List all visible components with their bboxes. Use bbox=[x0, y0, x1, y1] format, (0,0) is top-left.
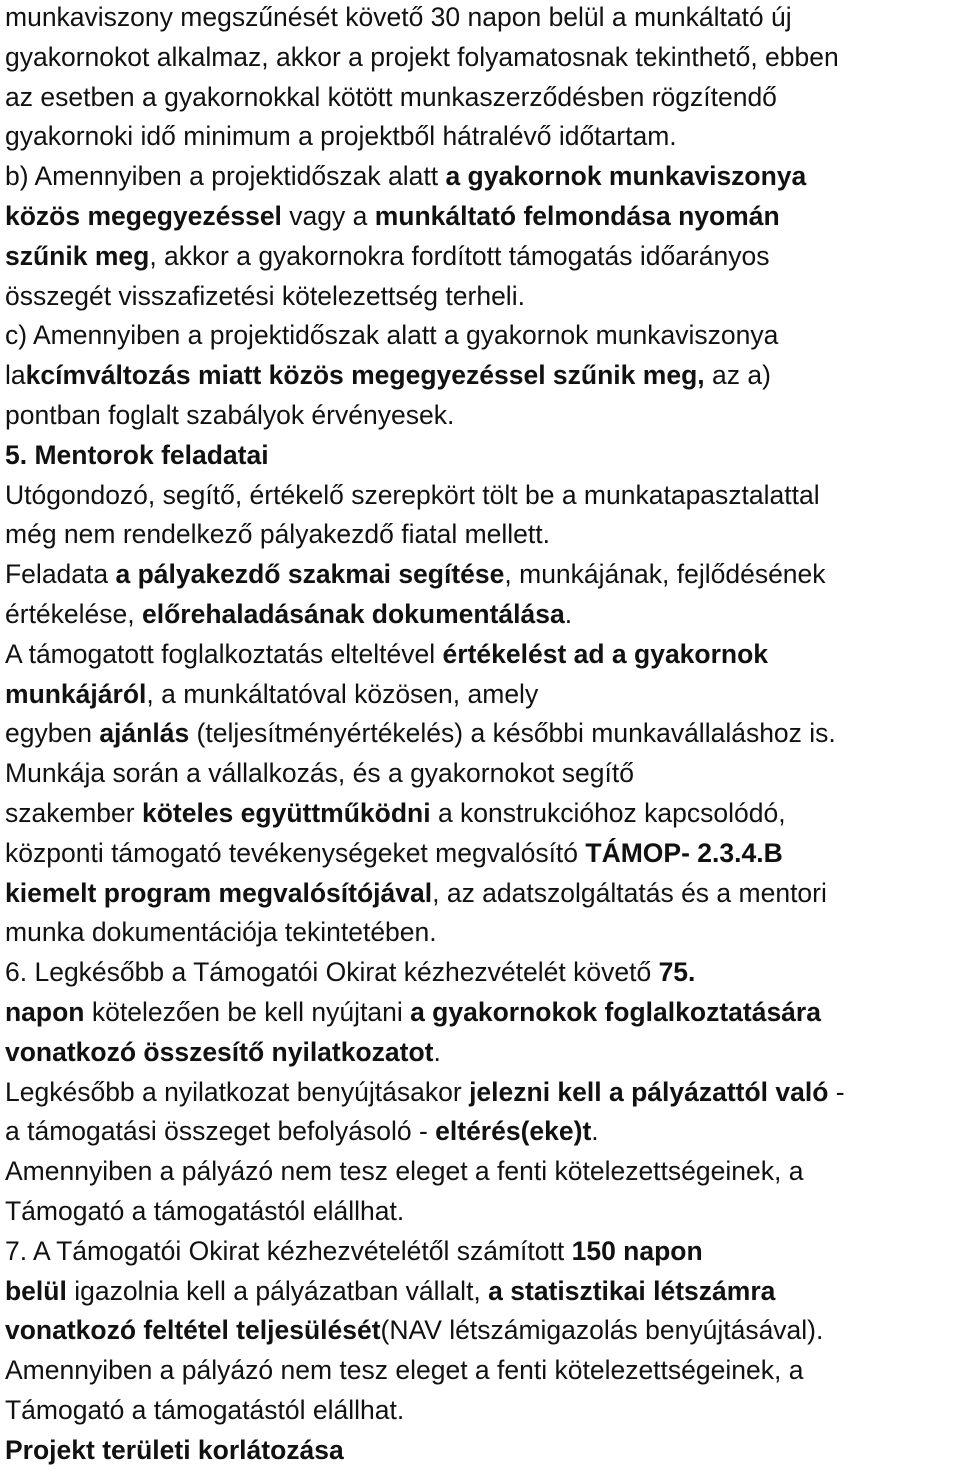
bold-text-run: 5. Mentorok feladatai bbox=[5, 439, 269, 470]
text-run: gyakornokot alkalmaz, akkor a projekt folyamatosnak tekinthető, ebben bbox=[5, 41, 839, 72]
bold-text-run: előrehaladásának dokumentálása bbox=[142, 598, 565, 629]
text-line bbox=[5, 476, 959, 516]
text-line bbox=[5, 1232, 959, 1272]
bold-text-run: a gyakornokok foglalkoztatására bbox=[410, 996, 821, 1027]
text-line bbox=[5, 316, 959, 356]
text-line bbox=[5, 675, 959, 715]
bold-text-run: kiemelt program megvalósítójával bbox=[5, 877, 433, 908]
text-line bbox=[5, 635, 959, 675]
text-run: az a) bbox=[704, 360, 771, 391]
text-line bbox=[5, 1351, 959, 1391]
text-run: , akkor a gyakornokra fordított támogatás időarányos bbox=[149, 240, 770, 271]
text-run: összegét visszafizetési kötelezettség terheli. bbox=[5, 280, 525, 311]
bold-text-run: a gyakornok munkaviszonya bbox=[445, 161, 807, 192]
text-run: a konstrukcióhoz kapcsolódó, bbox=[430, 797, 786, 828]
text-run: munkaviszony megszűnését követő 30 napon belül a munkáltató új bbox=[5, 2, 792, 32]
text-run: munka dokumentációja tekintetében. bbox=[5, 917, 437, 948]
bold-text-run: TÁMOP- 2.3.4.B bbox=[585, 837, 783, 868]
text-run: még nem rendelkező pályakezdő fiatal mellett. bbox=[5, 519, 551, 550]
text-line bbox=[5, 555, 959, 595]
text-line bbox=[5, 277, 959, 317]
text-line bbox=[5, 1073, 959, 1113]
text-run: - bbox=[828, 1076, 845, 1107]
text-run: 6. Legkésőbb a Támogatói Okirat kézhezvételét követő bbox=[5, 957, 659, 988]
text-run: Támogató a támogatástól elállhat. bbox=[5, 1195, 405, 1226]
text-line bbox=[5, 356, 959, 396]
bold-text-run: eltérés(eke)t bbox=[435, 1116, 592, 1147]
text-run: . bbox=[433, 1036, 441, 1067]
text-line bbox=[5, 78, 959, 118]
text-run: Utógondozó, segítő, értékelő szerepkört tölt be a munkatapasztalattal bbox=[5, 479, 820, 510]
bold-text-run: belül bbox=[5, 1275, 67, 1306]
text-run: A támogatott foglalkoztatás elteltével bbox=[5, 638, 443, 669]
text-run: Támogató a támogatástól elállhat. bbox=[5, 1394, 405, 1425]
text-run: pontban foglalt szabályok érvényesek. bbox=[5, 399, 455, 430]
bold-text-run: 150 napon bbox=[571, 1235, 703, 1266]
text-run: (NAV létszámigazolás benyújtásával). bbox=[380, 1315, 824, 1346]
text-line bbox=[5, 1391, 959, 1431]
text-line bbox=[5, 436, 959, 476]
text-line bbox=[5, 1431, 959, 1470]
text-line bbox=[5, 595, 959, 635]
text-line bbox=[5, 874, 959, 914]
text-run: . bbox=[564, 598, 573, 629]
text-line bbox=[5, 197, 959, 237]
text-line bbox=[5, 396, 959, 436]
text-run: vagy a bbox=[281, 200, 375, 231]
bold-text-run: munkáltató felmondása nyomán bbox=[374, 200, 780, 231]
text-line bbox=[5, 1272, 959, 1312]
text-run: . bbox=[591, 1116, 599, 1147]
text-line bbox=[5, 1033, 959, 1073]
bold-text-run: ajánlás bbox=[99, 718, 190, 749]
text-line bbox=[5, 237, 959, 277]
text-line bbox=[5, 1112, 959, 1152]
bold-text-run: a pályakezdő szakmai segítése bbox=[115, 559, 505, 590]
bold-text-run: vonatkozó feltétel teljesülését bbox=[5, 1315, 381, 1346]
text-run: (teljesítményértékelés) a későbbi munkavállaláshoz is. bbox=[189, 718, 836, 749]
text-line bbox=[5, 834, 959, 874]
text-run: c) Amennyiben a projektidőszak alatt a gyakornok munkaviszonya bbox=[5, 320, 779, 351]
text-run: 7. A Támogatói Okirat kézhezvételétől számított bbox=[5, 1235, 572, 1266]
text-line bbox=[5, 714, 959, 754]
text-run: la bbox=[5, 360, 26, 391]
bold-text-run: kcímváltozás miatt közös megegyezéssel szűnik meg, bbox=[25, 360, 705, 391]
text-run: a támogatási összeget befolyásoló - bbox=[5, 1116, 436, 1147]
text-line bbox=[5, 515, 959, 555]
text-run: Munkája során a vállalkozás, és a gyakornokot segítő bbox=[5, 758, 634, 789]
text-run: Feladata bbox=[5, 559, 116, 590]
text-run: , munkájának, fejlődésének bbox=[504, 559, 826, 590]
text-run: egyben bbox=[5, 718, 100, 749]
text-run: , a munkáltatóval közösen, amely bbox=[146, 678, 539, 709]
text-line bbox=[5, 157, 959, 197]
text-run: kötelezően be kell nyújtani bbox=[84, 996, 411, 1027]
text-line bbox=[5, 38, 959, 78]
text-run: igazolnia kell a pályázatban vállalt, bbox=[66, 1275, 489, 1306]
text-line bbox=[5, 993, 959, 1033]
bold-text-run: munkájáról bbox=[5, 678, 147, 709]
text-run: értékelése, bbox=[5, 598, 142, 629]
text-line bbox=[5, 953, 959, 993]
text-run: Amennyiben a pályázó nem tesz eleget a fenti kötelezettségeinek, a bbox=[5, 1355, 804, 1386]
text-line bbox=[5, 754, 959, 794]
text-run: Amennyiben a pályázó nem tesz eleget a fenti kötelezettségeinek, a bbox=[5, 1156, 804, 1187]
text-run: b) Amennyiben a projektidőszak alatt bbox=[5, 161, 446, 192]
text-run: , az adatszolgáltatás és a mentori bbox=[432, 877, 827, 908]
bold-text-run: köteles együttműködni bbox=[141, 797, 431, 828]
bold-text-run: Projekt területi korlátozása bbox=[5, 1434, 344, 1465]
text-line bbox=[5, 1311, 959, 1351]
text-line bbox=[5, 0, 959, 38]
text-run: gyakornoki idő minimum a projektből hátralévő időtartam. bbox=[5, 121, 677, 152]
bold-text-run: jelezni kell a pályázattól való bbox=[469, 1076, 829, 1107]
bold-text-run: napon bbox=[5, 996, 85, 1027]
bold-text-run: közös megegyezéssel bbox=[5, 200, 282, 231]
bold-text-run: szűnik meg bbox=[5, 240, 150, 271]
bold-text-run: 75. bbox=[658, 957, 696, 988]
text-run: az esetben a gyakornokkal kötött munkaszerződésben rögzítendő bbox=[5, 81, 777, 112]
text-line bbox=[5, 1152, 959, 1192]
text-line bbox=[5, 1192, 959, 1232]
text-run: központi támogató tevékenységeket megvalósító bbox=[5, 837, 586, 868]
document-body bbox=[5, 0, 959, 1470]
bold-text-run: értékelést ad a gyakornok bbox=[442, 638, 769, 669]
bold-text-run: a statisztikai létszámra bbox=[488, 1275, 776, 1306]
text-run: szakember bbox=[5, 797, 142, 828]
text-line bbox=[5, 117, 959, 157]
text-line bbox=[5, 913, 959, 953]
text-line bbox=[5, 794, 959, 834]
bold-text-run: vonatkozó összesítő nyilatkozatot bbox=[5, 1036, 434, 1067]
text-run: Legkésőbb a nyilatkozat benyújtásakor bbox=[5, 1076, 470, 1107]
